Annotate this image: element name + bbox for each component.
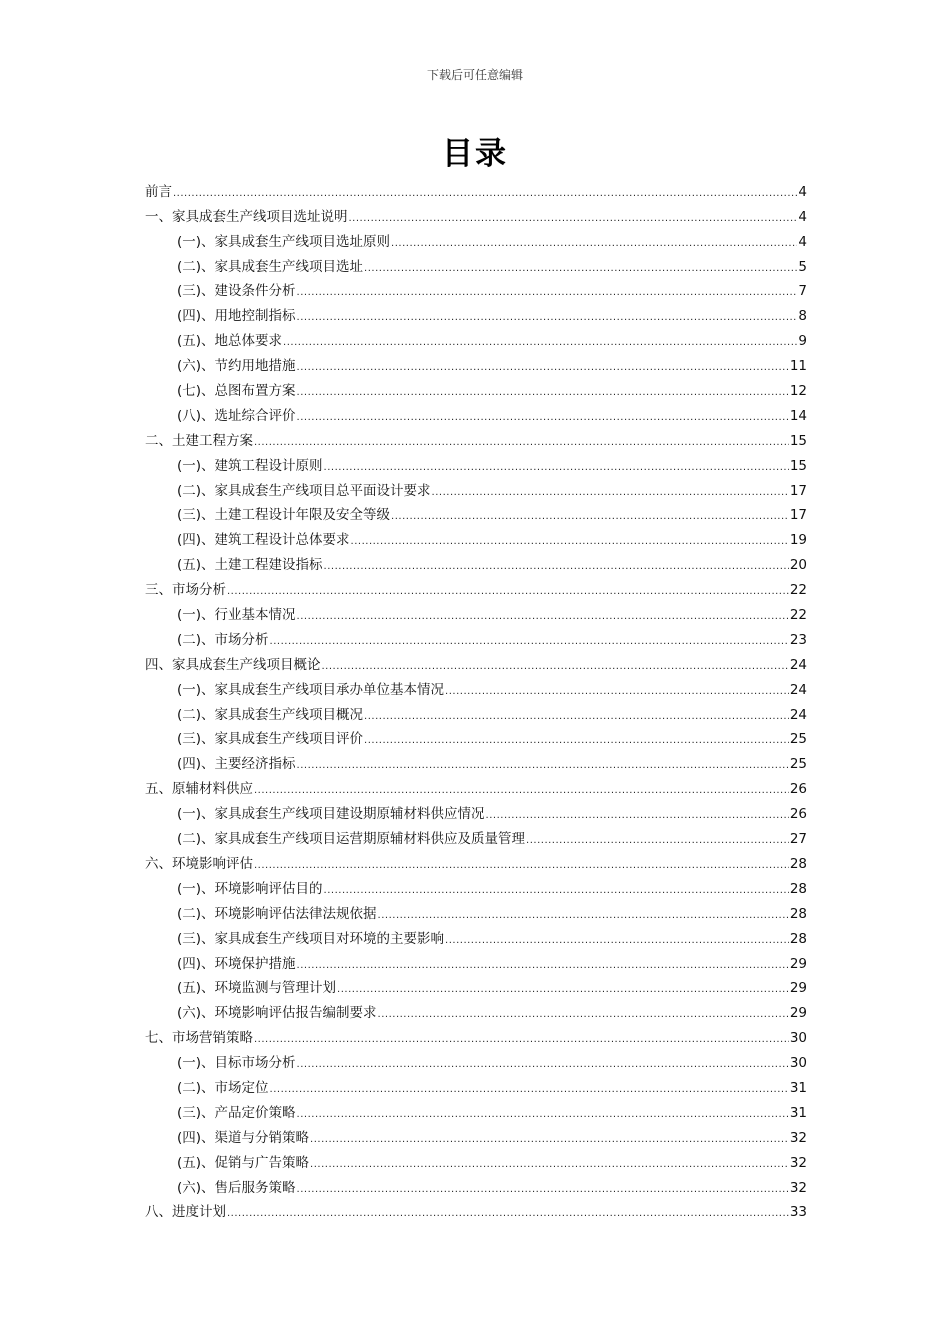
toc-dot-leader <box>270 636 789 648</box>
toc-entry-label: (四)、主要经济指标 <box>177 756 296 773</box>
toc-entry-label: (五)、促销与广告策略 <box>177 1154 310 1171</box>
toc-entry-label: 七、市场营销策略 <box>145 1030 253 1047</box>
toc-section-entry[interactable] <box>145 299 807 324</box>
toc-entry-label: 四、家具成套生产线项目概论 <box>145 656 321 673</box>
toc-entry-page-number: 24 <box>789 681 807 698</box>
toc-dot-leader <box>391 511 789 523</box>
toc-dot-leader <box>227 586 789 598</box>
toc-section-entry[interactable] <box>145 225 807 250</box>
toc-section-entry[interactable] <box>145 399 807 424</box>
toc-entry-page-number: 29 <box>789 1005 807 1022</box>
toc-dot-leader <box>297 387 789 399</box>
toc-entry-page-number: 4 <box>798 233 807 250</box>
toc-dot-leader <box>378 1009 789 1021</box>
toc-entry-page-number: 26 <box>789 781 807 798</box>
toc-entry-page-number: 17 <box>789 482 807 499</box>
toc-entry-page-number: 28 <box>789 880 807 897</box>
toc-dot-leader <box>270 1084 789 1096</box>
toc-entry-label: (二)、环境影响评估法律法规依据 <box>177 905 377 922</box>
toc-entry-page-number: 28 <box>789 855 807 872</box>
toc-dot-leader <box>310 1134 789 1146</box>
page-header-note: 下载后可任意编辑 <box>426 68 523 82</box>
toc-section-entry[interactable] <box>145 797 807 822</box>
toc-entry-label: (四)、环境保护措施 <box>177 955 296 972</box>
toc-entry-label: (一)、家具成套生产线项目承办单位基本情况 <box>177 681 445 698</box>
toc-dot-leader <box>173 188 797 200</box>
toc-entry-page-number: 28 <box>789 930 807 947</box>
toc-entry-page-number: 27 <box>789 831 807 848</box>
toc-entry-page-number: 4 <box>798 183 807 200</box>
toc-entry-page-number: 32 <box>789 1129 807 1146</box>
toc-section-entry[interactable] <box>145 1146 807 1171</box>
toc-dot-leader <box>445 935 789 947</box>
toc-entry-label: (二)、市场分析 <box>177 631 269 648</box>
toc-entry-label: 前言 <box>145 183 172 200</box>
toc-section-entry[interactable] <box>145 872 807 897</box>
toc-entry-label: (二)、家具成套生产线项目概况 <box>177 706 364 723</box>
toc-dot-leader <box>364 735 789 747</box>
toc-section-entry[interactable] <box>145 349 807 374</box>
toc-section-entry[interactable] <box>145 523 807 548</box>
toc-entry-page-number: 11 <box>789 358 807 375</box>
toc-dot-leader <box>324 561 789 573</box>
toc-section-entry[interactable] <box>145 474 807 499</box>
toc-chapter-entry[interactable] <box>145 200 807 225</box>
toc-section-entry[interactable] <box>145 996 807 1021</box>
toc-dot-leader <box>297 287 798 299</box>
toc-entry-page-number: 19 <box>789 532 807 549</box>
toc-entry-page-number: 22 <box>789 582 807 599</box>
toc-dot-leader <box>227 1208 789 1220</box>
toc-dot-leader <box>297 1109 789 1121</box>
toc-entry-label: (四)、用地控制指标 <box>177 308 296 325</box>
toc-entry-label: (五)、土建工程建设指标 <box>177 557 323 574</box>
toc-entry-page-number: 33 <box>789 1204 807 1221</box>
toc-entry-page-number: 15 <box>789 432 807 449</box>
toc-dot-leader <box>254 437 789 449</box>
toc-entry-label: (一)、家具成套生产线项目选址原则 <box>177 233 391 250</box>
toc-chapter-entry[interactable] <box>145 847 807 872</box>
toc-entry-page-number: 24 <box>789 706 807 723</box>
toc-dot-leader <box>324 885 789 897</box>
toc-section-entry[interactable] <box>145 250 807 275</box>
toc-section-entry[interactable] <box>145 598 807 623</box>
toc-section-entry[interactable] <box>145 1121 807 1146</box>
toc-dot-leader <box>297 1059 789 1071</box>
toc-dot-leader <box>349 213 798 225</box>
toc-dot-leader <box>310 1159 789 1171</box>
toc-entry-label: (三)、家具成套生产线项目对环境的主要影响 <box>177 930 445 947</box>
toc-dot-leader <box>297 312 798 324</box>
toc-entry-label: (一)、目标市场分析 <box>177 1055 296 1072</box>
toc-entry-label: (二)、家具成套生产线项目运营期原辅材料供应及质量管理 <box>177 831 526 848</box>
toc-entry-label: (二)、市场定位 <box>177 1079 269 1096</box>
toc-section-entry[interactable] <box>145 449 807 474</box>
toc-dot-leader <box>351 536 789 548</box>
toc-entry-label: 三、市场分析 <box>145 582 226 599</box>
toc-dot-leader <box>297 362 789 374</box>
toc-entry-label: (三)、建设条件分析 <box>177 283 296 300</box>
toc-chapter-entry[interactable] <box>145 1021 807 1046</box>
toc-dot-leader <box>337 984 789 996</box>
toc-dot-leader <box>364 263 797 275</box>
toc-entry-page-number: 30 <box>789 1055 807 1072</box>
toc-entry-label: 五、原辅材料供应 <box>145 781 253 798</box>
toc-chapter-entry[interactable] <box>145 1196 807 1221</box>
toc-entry-label: (五)、环境监测与管理计划 <box>177 980 337 997</box>
toc-section-entry[interactable] <box>145 1096 807 1121</box>
toc-section-entry[interactable] <box>145 723 807 748</box>
toc-dot-leader <box>445 686 789 698</box>
toc-entry-page-number: 20 <box>789 557 807 574</box>
toc-section-entry[interactable] <box>145 374 807 399</box>
toc-section-entry[interactable] <box>145 275 807 300</box>
toc-entry-label: (三)、产品定价策略 <box>177 1104 296 1121</box>
toc-entry-page-number: 31 <box>789 1079 807 1096</box>
toc-entry-page-number: 25 <box>789 756 807 773</box>
toc-section-entry[interactable] <box>145 548 807 573</box>
toc-entry-page-number: 24 <box>789 656 807 673</box>
toc-entry-label: (一)、环境影响评估目的 <box>177 880 323 897</box>
toc-dot-leader <box>364 711 789 723</box>
toc-section-entry[interactable] <box>145 922 807 947</box>
toc-entry-label: (三)、土建工程设计年限及安全等级 <box>177 507 391 524</box>
toc-entry-page-number: 14 <box>789 407 807 424</box>
toc-section-entry[interactable] <box>145 698 807 723</box>
toc-section-entry[interactable] <box>145 673 807 698</box>
toc-section-entry[interactable] <box>145 897 807 922</box>
toc-entry-label: (六)、环境影响评估报告编制要求 <box>177 1005 377 1022</box>
toc-chapter-entry[interactable] <box>145 573 807 598</box>
toc-entry-label: 二、土建工程方案 <box>145 432 253 449</box>
toc-section-entry[interactable] <box>145 1171 807 1196</box>
toc-entry-label: (二)、家具成套生产线项目总平面设计要求 <box>177 482 431 499</box>
toc-entry-page-number: 25 <box>789 731 807 748</box>
toc-entry-page-number: 28 <box>789 905 807 922</box>
toc-dot-leader <box>432 487 789 499</box>
toc-entry-page-number: 32 <box>789 1179 807 1196</box>
toc-entry-page-number: 31 <box>789 1104 807 1121</box>
toc-dot-leader <box>391 238 797 250</box>
toc-section-entry[interactable] <box>145 324 807 349</box>
toc-entry-label: (六)、售后服务策略 <box>177 1179 296 1196</box>
toc-dot-leader <box>297 1184 789 1196</box>
toc-entry-label: (四)、建筑工程设计总体要求 <box>177 532 350 549</box>
toc-entry-label: (四)、渠道与分销策略 <box>177 1129 310 1146</box>
table-of-contents <box>145 175 807 1220</box>
toc-dot-leader <box>378 910 789 922</box>
toc-entry-label: (二)、家具成套生产线项目选址 <box>177 258 364 275</box>
toc-entry-page-number: 29 <box>789 955 807 972</box>
toc-entry-page-number: 29 <box>789 980 807 997</box>
toc-section-entry[interactable] <box>145 972 807 997</box>
toc-section-entry[interactable] <box>145 947 807 972</box>
toc-chapter-entry[interactable] <box>145 772 807 797</box>
toc-entry-page-number: 12 <box>789 383 807 400</box>
toc-section-entry[interactable] <box>145 1046 807 1071</box>
toc-entry-label: (五)、地总体要求 <box>177 333 283 350</box>
toc-entry-label: 一、家具成套生产线项目选址说明 <box>145 208 348 225</box>
toc-entry-label: (一)、行业基本情况 <box>177 607 296 624</box>
toc-dot-leader <box>254 1034 789 1046</box>
toc-dot-leader <box>254 860 789 872</box>
toc-entry-label: (一)、家具成套生产线项目建设期原辅材料供应情况 <box>177 806 485 823</box>
toc-entry-page-number: 7 <box>798 283 807 300</box>
toc-entry-label: (八)、选址综合评价 <box>177 407 296 424</box>
toc-dot-leader <box>322 661 789 673</box>
toc-section-entry[interactable] <box>145 499 807 524</box>
toc-entry-label: (一)、建筑工程设计原则 <box>177 457 323 474</box>
toc-entry-page-number: 30 <box>789 1030 807 1047</box>
toc-dot-leader <box>297 611 789 623</box>
toc-section-entry[interactable] <box>145 822 807 847</box>
toc-dot-leader <box>283 337 797 349</box>
toc-entry-page-number: 26 <box>789 806 807 823</box>
toc-dot-leader <box>526 835 789 847</box>
toc-entry-page-number: 9 <box>798 333 807 350</box>
toc-entry-label: (六)、节约用地措施 <box>177 358 296 375</box>
toc-section-entry[interactable] <box>145 1071 807 1096</box>
toc-dot-leader <box>254 785 789 797</box>
toc-entry-page-number: 5 <box>798 258 807 275</box>
toc-entry-page-number: 8 <box>798 308 807 325</box>
toc-entry-label: (三)、家具成套生产线项目评价 <box>177 731 364 748</box>
toc-entry-label: 六、环境影响评估 <box>145 855 253 872</box>
toc-section-entry[interactable] <box>145 623 807 648</box>
toc-entry-label: (七)、总图布置方案 <box>177 383 296 400</box>
toc-dot-leader <box>324 462 789 474</box>
toc-dot-leader <box>486 810 789 822</box>
toc-entry-page-number: 15 <box>789 457 807 474</box>
toc-entry-page-number: 17 <box>789 507 807 524</box>
toc-title: 目录 <box>442 136 508 172</box>
toc-section-entry[interactable] <box>145 747 807 772</box>
toc-chapter-entry[interactable] <box>145 424 807 449</box>
toc-entry-page-number: 32 <box>789 1154 807 1171</box>
toc-dot-leader <box>297 412 789 424</box>
toc-dot-leader <box>297 760 789 772</box>
toc-entry-page-number: 4 <box>798 208 807 225</box>
toc-entry-page-number: 22 <box>789 607 807 624</box>
toc-chapter-entry[interactable] <box>145 175 807 200</box>
toc-entry-label: 八、进度计划 <box>145 1204 226 1221</box>
toc-entry-page-number: 23 <box>789 631 807 648</box>
toc-chapter-entry[interactable] <box>145 648 807 673</box>
toc-dot-leader <box>297 960 789 972</box>
